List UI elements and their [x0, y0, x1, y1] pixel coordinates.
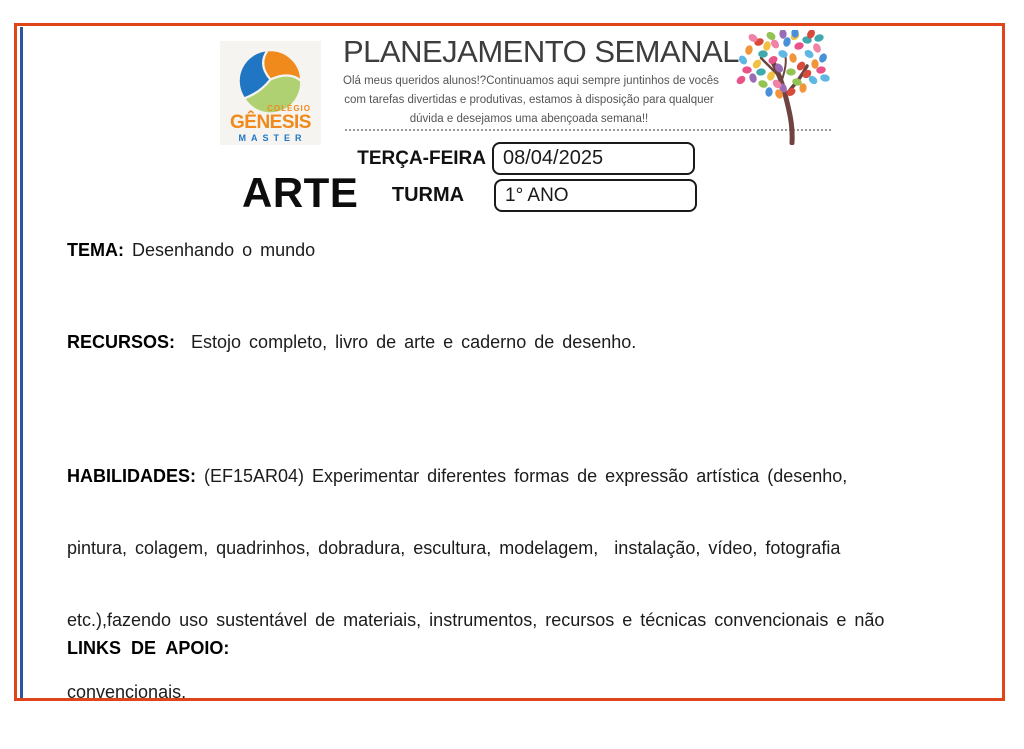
habilidades-label: HABILIDADES:	[67, 466, 196, 486]
greeting-line: Olá meus queridos alunos!?Continuamos aqui sempre juntinhos de vocês	[343, 75, 719, 87]
logo-small-label: COLÉGIO	[267, 104, 311, 113]
class-value: 1° ANO	[505, 185, 569, 206]
section-recursos	[67, 332, 636, 353]
weekday-label: TERÇA-FEIRA	[357, 148, 486, 169]
date-field[interactable]	[492, 142, 695, 175]
section-tema	[67, 240, 315, 261]
section-links: LINKS DE APOIO:	[67, 638, 230, 658]
habilidades-line: pintura, colagem, quadrinhos, dobradura, escultura, modelagem, instalação, vídeo, fotografia	[67, 538, 841, 558]
greeting-line: dúvida e desejamos uma abençoada semana!!	[409, 113, 649, 125]
class-field[interactable]	[494, 179, 697, 212]
date-value: 08/04/2025	[503, 147, 604, 169]
logo-sub-label: MASTER	[238, 133, 307, 143]
habilidades-line: etc.),fazendo uso sustentável de materiais, instrumentos, recursos e técnicas convencionais e não	[67, 610, 885, 630]
habilidades-line: convencionais.	[67, 682, 187, 702]
tema-label: TEMA:	[67, 240, 124, 260]
greeting-line: com tarefas divertidas e produtivas, estamos à disposição para qualquer	[344, 94, 714, 106]
habilidades-text: (EF15AR04) Experimentar diferentes formas de expressão artística (desenho,	[204, 466, 848, 486]
subject-title: ARTE	[242, 169, 359, 216]
tree-icon	[733, 30, 833, 145]
page-title: PLANEJAMENTO SEMANAL	[343, 34, 739, 69]
logo-school-name: GÊNESIS	[230, 112, 311, 133]
recursos-label: RECURSOS:	[67, 332, 176, 352]
class-label: TURMA	[391, 184, 465, 206]
tema-text: Desenhando o mundo	[132, 240, 316, 260]
habilidades-line	[67, 461, 957, 491]
section-habilidades	[67, 419, 957, 749]
recursos-text: Estojo completo, livro de arte e caderno de desenho.	[191, 332, 637, 352]
left-accent-line	[20, 27, 23, 698]
school-logo	[220, 41, 321, 145]
header-greeting	[343, 72, 719, 129]
